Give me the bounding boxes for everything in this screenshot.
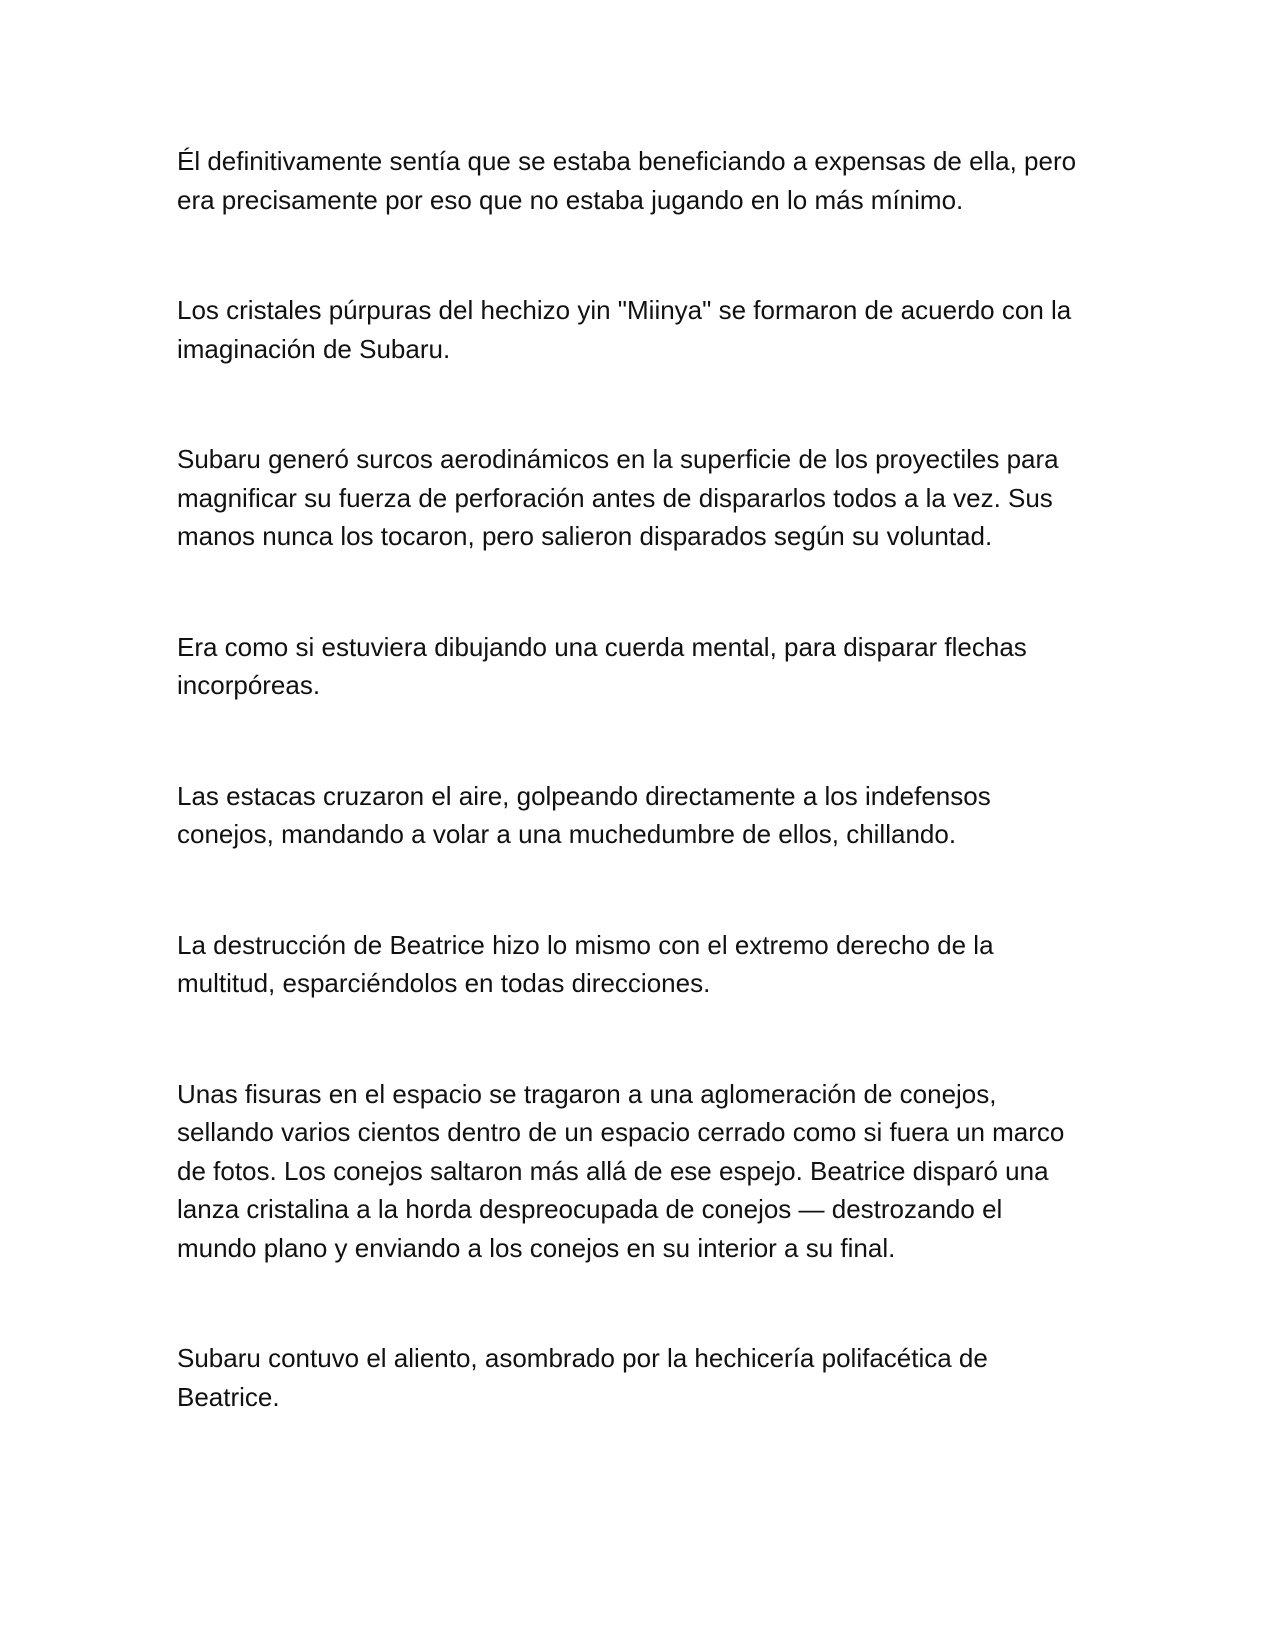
paragraph: Era como si estuviera dibujando una cuerda mental, para disparar flechas incorpóreas. xyxy=(177,631,1027,700)
paragraph: Subaru contuvo el aliento, asombrado por la hechicería polifacética de Beatrice. xyxy=(177,1343,988,1412)
paragraph: Subaru generó surcos aerodinámicos en la superficie de los proyectiles para magnificar su fuerza de perforación antes de dispararlos todos a la vez. Sus manos nunca los tocaron, pero salieron disparados según su voluntad. xyxy=(177,444,1059,551)
paragraph: Unas fisuras en el espacio se tragaron a una aglomeración de conejos, sellando varios cientos dentro de un espacio cerrado como si fuera un marco de fotos. Los conejos saltaron más allá de ese espejo. Beatrice disparó una lanza cristalina a la horda despreocupada de conejos — destrozando el mundo plano y enviando a los conejos en su interior a su final. xyxy=(177,1078,1065,1263)
document-body xyxy=(177,142,1117,1416)
paragraph: Las estacas cruzaron el aire, golpeando directamente a los indefensos conejos, mandando a volar a una muchedumbre de ellos, chillando. xyxy=(177,780,991,849)
paragraph: La destrucción de Beatrice hizo lo mismo con el extremo derecho de la multitud, esparciéndolos en todas direcciones. xyxy=(177,929,994,998)
paragraph: Él definitivamente sentía que se estaba beneficiando a expensas de ella, pero era precisamente por eso que no estaba jugando en lo más mínimo. xyxy=(177,146,1077,215)
paragraph: Los cristales púrpuras del hechizo yin "Miinya" se formaron de acuerdo con la imaginación de Subaru. xyxy=(177,295,1072,364)
